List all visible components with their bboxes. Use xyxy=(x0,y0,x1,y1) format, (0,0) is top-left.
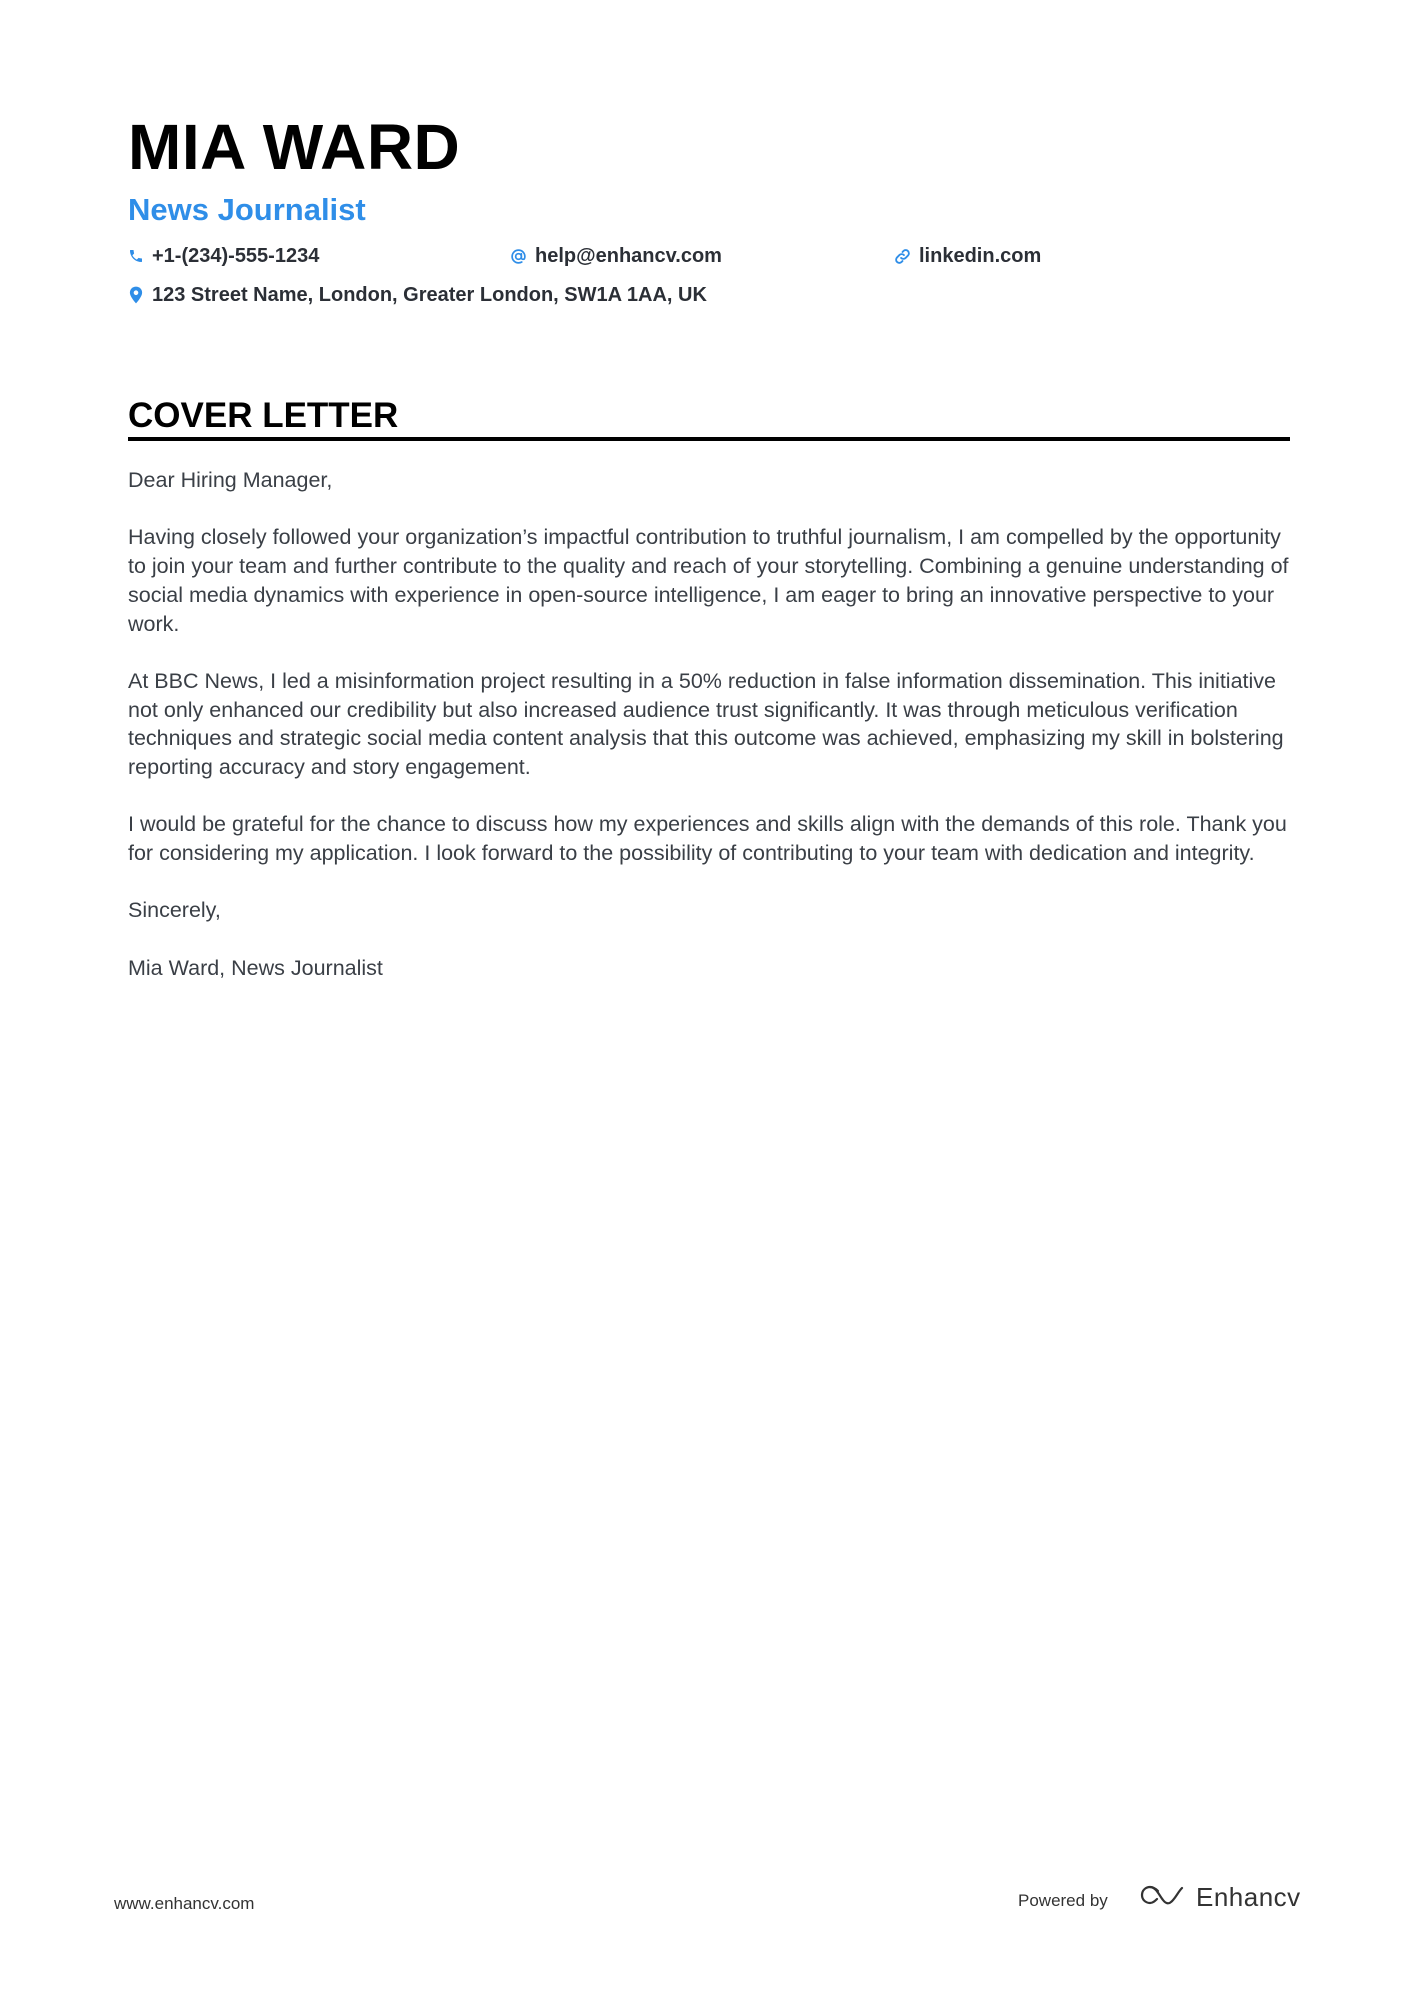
applicant-name: MIA WARD xyxy=(128,111,461,183)
footer-url[interactable]: www.enhancv.com xyxy=(114,1894,255,1913)
phone-text: +1-(234)-555-1234 xyxy=(152,245,320,267)
website-text: linkedin.com xyxy=(919,245,1042,267)
letter-body xyxy=(128,466,1290,1011)
contact-phone[interactable] xyxy=(128,242,319,270)
letter-paragraph: At BBC News, I led a misinformation project resulting in a 50% reduction in false information dissemination. This initiative not only enhanced our credibility but also increased audience trust significantly. It was through meticulous verification techniques and strategic social media content analysis that this outcome was achieved, emphasizing my skill in bolstering reporting accuracy and story engagement. xyxy=(128,668,1284,779)
letter-paragraph: I would be grateful for the chance to discuss how my experiences and skills align with the demands of this role. Thank you for considering my application. I look forward to the possibility of contributing to your team with dedication and integrity. xyxy=(128,812,1287,866)
letter-greeting: Dear Hiring Manager, xyxy=(128,468,333,492)
enhancv-brand[interactable] xyxy=(1138,1880,1301,1914)
section-divider xyxy=(128,437,1290,441)
enhancv-logo-icon xyxy=(1138,1882,1186,1913)
email-text: help@enhancv.com xyxy=(535,245,722,267)
section-title: COVER LETTER xyxy=(128,396,399,435)
letter-closing: Sincerely, xyxy=(128,898,221,923)
phone-icon xyxy=(128,248,144,264)
contact-email[interactable] xyxy=(510,242,722,270)
address-text: 123 Street Name, London, Greater London, SW1A 1AA, UK xyxy=(152,284,707,306)
brand-name: Enhancv xyxy=(1196,1882,1301,1912)
link-icon xyxy=(894,248,911,265)
at-icon xyxy=(510,248,527,265)
letter-signature: Mia Ward, News Journalist xyxy=(128,955,383,980)
applicant-role: News Journalist xyxy=(128,192,366,227)
contact-website[interactable] xyxy=(894,242,1041,270)
location-pin-icon xyxy=(128,286,144,304)
letter-paragraph: Having closely followed your organization’s impactful contribution to truthful journalism, I am compelled by the opportunity to join your team and further contribute to the quality and reach of your storytelling. Combining a genuine understanding of social media dynamics with experience in open-source intelligence, I am eager to bring an innovative perspective to your work. xyxy=(128,525,1289,636)
powered-by-label: Powered by xyxy=(1018,1891,1108,1910)
contact-address xyxy=(128,281,707,309)
